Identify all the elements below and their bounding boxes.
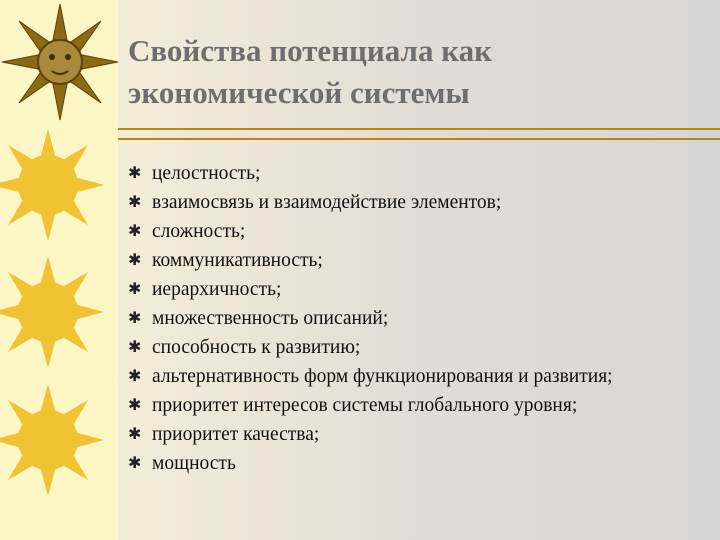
list-item-text: приоритет интересов системы глобального уровня; — [152, 395, 578, 416]
list-item — [128, 304, 708, 333]
list-item — [128, 159, 708, 188]
asterisk-bullet-icon: ✱ — [128, 339, 142, 356]
list-item-text: множественность описаний; — [152, 308, 389, 329]
asterisk-bullet-icon: ✱ — [128, 194, 142, 211]
list-item — [128, 362, 708, 391]
sun-face-icon — [2, 4, 118, 120]
properties-list — [128, 159, 708, 478]
list-item — [128, 333, 708, 362]
sun-icon — [0, 129, 104, 241]
asterisk-bullet-icon: ✱ — [128, 281, 142, 298]
slide-title — [128, 30, 688, 114]
asterisk-bullet-icon: ✱ — [128, 455, 142, 472]
list-item — [128, 188, 708, 217]
slide-title-line: Свойства потенциала как — [128, 33, 492, 68]
list-item-text: коммуникативность; — [152, 250, 323, 271]
asterisk-bullet-icon: ✱ — [128, 310, 142, 327]
list-item-text: приоритет качества; — [152, 424, 320, 445]
asterisk-bullet-icon: ✱ — [128, 397, 142, 414]
list-item-text: целостность; — [152, 163, 261, 184]
list-item-text: взаимосвязь и взаимодействие элементов; — [152, 192, 502, 213]
sun-decoration — [0, 0, 118, 540]
asterisk-bullet-icon: ✱ — [128, 426, 142, 443]
asterisk-bullet-icon: ✱ — [128, 223, 142, 240]
list-item — [128, 391, 708, 420]
list-item-text: мощность — [152, 453, 236, 474]
list-item — [128, 275, 708, 304]
asterisk-bullet-icon: ✱ — [128, 165, 142, 182]
list-item — [128, 420, 708, 449]
list-item — [128, 217, 708, 246]
list-item-text: сложность; — [152, 221, 246, 242]
list-item — [128, 246, 708, 275]
title-divider — [118, 124, 720, 148]
list-item-text: иерархичность; — [152, 279, 282, 300]
sun-icon — [0, 256, 104, 368]
list-item-text: способность к развитию; — [152, 337, 361, 358]
sun-icon — [0, 384, 104, 496]
list-item-text: альтернативность форм функционирования и развития; — [152, 366, 613, 387]
list-item — [128, 449, 708, 478]
asterisk-bullet-icon: ✱ — [128, 252, 142, 269]
asterisk-bullet-icon: ✱ — [128, 368, 142, 385]
slide-title-line: экономической системы — [128, 75, 470, 110]
